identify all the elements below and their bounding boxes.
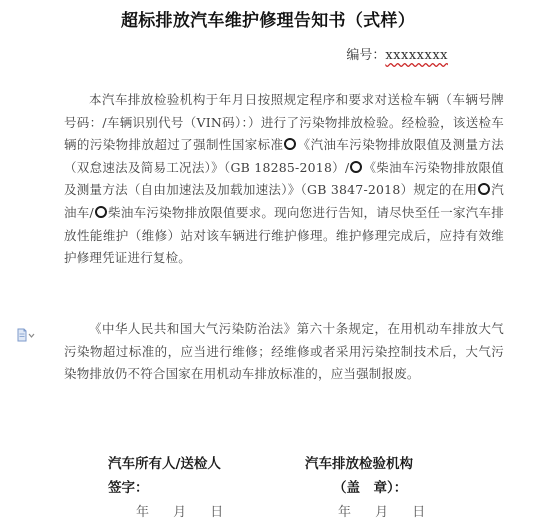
law-paragraph: 《中华人民共和国大气污染防治法》第六十条规定，在用机动车排放大气污染物超过标准的，应当进行维修；经维修或者采用污染控制技术后，大气污染物排放仍不符合国家在用机动车排放标准的，应当强制报废。 — [64, 321, 504, 382]
paragraph1-part5: 柴油车污染物排放限值要求。现向您进行告知，请尽快至任一家汽车排放性能维护（维修）站对该车辆进行维护修理。维护修理完成后，应持有效维护修理凭证进行复检。 — [64, 204, 505, 266]
serial-label: 编号： — [346, 48, 386, 63]
agency-date: 年 月 日 — [338, 505, 426, 520]
signature-label: 签字： — [108, 480, 149, 496]
serial-value: xxxxxxxx — [385, 48, 448, 63]
paragraph1-part3: 《柴油车污染物排放限值及测量方法（自由加速法及加载加速法）》（GB 3847-2018）规定的在用 — [64, 159, 504, 198]
ring-bullet-icon — [350, 161, 362, 173]
paragraph1-part4: 汽油车/ — [64, 182, 505, 220]
owner-date: 年 月 日 — [136, 505, 224, 520]
ring-bullet-icon — [95, 206, 107, 218]
document-icon[interactable] — [17, 328, 35, 342]
notice-paragraph — [64, 89, 504, 270]
ring-bullet-icon — [284, 138, 296, 150]
document-title: 超标排放汽车维护修理告知书（式样） — [120, 11, 416, 31]
paragraph1-part1: 本汽车排放检验机构于年月日按照规定程序和要求对送检车辆（车辆号牌号码：/车辆识别代号（VIN码）：）进行了污染物排放检验。经检验，该送检车辆的污染物排放超过了强制性国家标准 — [64, 92, 504, 153]
seal-label: （盖 章）： — [333, 480, 408, 496]
paragraph1-part2: 《汽油车污染物排放限值及测量方法（双怠速法及简易工况法）》（GB 18285-2018）/ — [64, 137, 504, 175]
ring-bullet-icon — [478, 183, 490, 195]
serial-number — [346, 44, 448, 63]
owner-label: 汽车所有人/送检人 — [108, 456, 221, 472]
agency-label: 汽车排放检验机构 — [305, 456, 413, 472]
